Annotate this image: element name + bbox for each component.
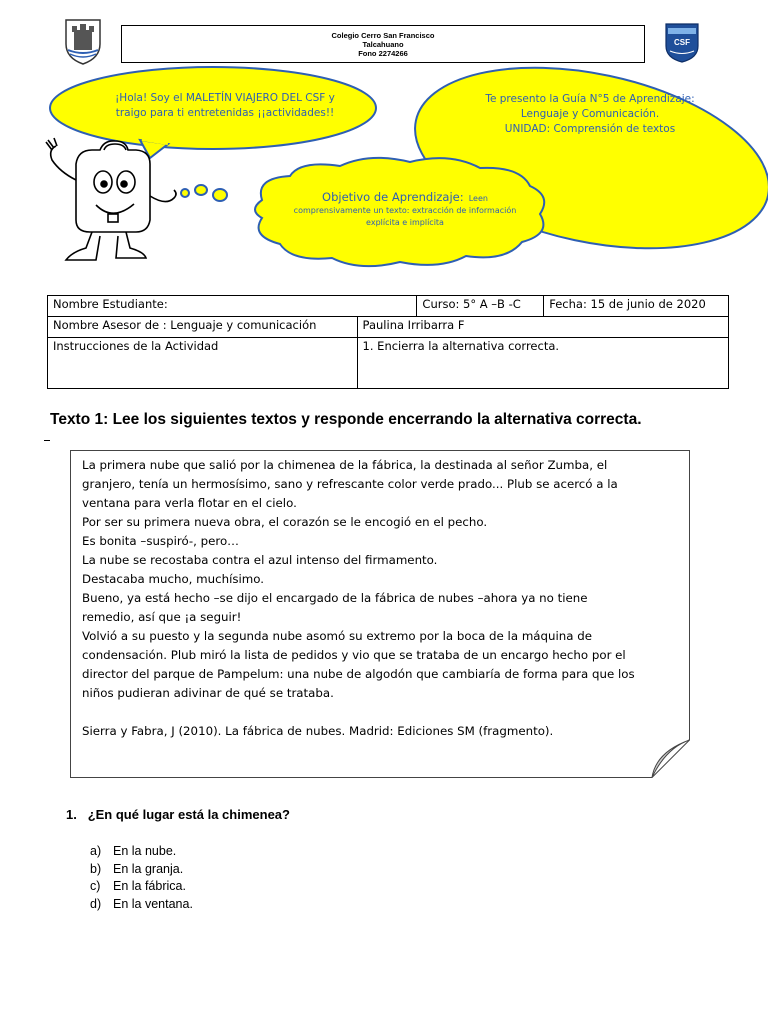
option-b[interactable] [90, 861, 193, 879]
csf-logo-text: CSF [674, 38, 690, 47]
course-cell: Curso: 5° A –B -C [417, 296, 544, 317]
greeting-line-2: traigo para ti entretenidas ¡¡actividades!! [115, 107, 335, 119]
school-name: Colegio Cerro San Francisco [331, 31, 435, 40]
guide-line-1: Te presento la Guía N°5 de Aprendizaje: [485, 93, 695, 105]
guide-line-2: Lenguaje y Comunicación. [520, 108, 660, 120]
divider [44, 440, 50, 441]
advisor-label-cell: Nombre Asesor de : Lenguaje y comunicación [48, 317, 358, 338]
school-phone: Fono 2274266 [358, 49, 408, 58]
option-d[interactable] [90, 896, 193, 914]
instructions-text-cell: 1. Encierra la alternativa correcta. [357, 338, 728, 389]
reading-line: La nube se recostaba contra el azul intenso del firmamento. [82, 553, 438, 567]
reading-line: Es bonita –suspiró-, pero… [82, 534, 239, 548]
reading-line: condensación. Plub miró la lista de pedidos y vio que se trataba de un encargo hecho por el [82, 648, 626, 662]
reading-text [82, 456, 682, 741]
greeting-line-1: ¡Hola! Soy el MALETÍN VIAJERO DEL CSF y [115, 92, 335, 104]
reading-line: niños pudieran adivinar de qué se trataba. [82, 686, 334, 700]
question-1 [66, 807, 290, 822]
reading-line: director del parque de Pampelum: una nube de algodón que cambiaría de forma para que los [82, 667, 635, 681]
guide-line-3: UNIDAD: Comprensión de textos [504, 123, 676, 135]
school-crest-logo [62, 14, 104, 66]
answer-options [90, 843, 193, 913]
option-a[interactable] [90, 843, 193, 861]
date-cell: Fecha: 15 de junio de 2020 [544, 296, 729, 317]
reading-line: Bueno, ya está hecho –se dijo el encargado de la fábrica de nubes –ahora ya no tiene [82, 591, 588, 605]
question-text: ¿En qué lugar está la chimenea? [87, 807, 290, 822]
reading-line: ventana para verla flotar en el cielo. [82, 496, 297, 510]
reading-line: Destacaba mucho, muchísimo. [82, 572, 265, 586]
greeting-text [100, 91, 350, 121]
csf-shield-logo [664, 20, 700, 64]
school-city: Talcahuano [362, 40, 404, 49]
option-text: En la nube. [113, 844, 177, 858]
objective-text [280, 190, 530, 229]
reading-line: La primera nube que salió por la chimenea de la fábrica, la destinada al señor Zumba, el [82, 458, 608, 472]
advisor-name-cell: Paulina Irribarra F [357, 317, 728, 338]
option-letter: d) [90, 896, 102, 911]
option-c[interactable] [90, 878, 193, 896]
option-letter: b) [90, 861, 102, 876]
reading-line: Volvió a su puesto y la segunda nube asomó su extremo por la boca de la máquina de [82, 629, 592, 643]
option-text: En la ventana. [113, 896, 193, 911]
briefcase-mascot-icon [46, 138, 176, 260]
student-name-cell[interactable]: Nombre Estudiante: [48, 296, 417, 317]
objective-line-2: comprensivamente un texto: extracción de información [293, 206, 517, 215]
school-header [121, 25, 645, 63]
objective-line-3: explícita e implícita [366, 218, 444, 227]
reading-line: Por ser su primera nueva obra, el corazón se le encogió en el pecho. [82, 515, 488, 529]
student-info-table [47, 295, 729, 389]
reading-line: remedio, así que ¡a seguir! [82, 610, 242, 624]
guide-text [460, 92, 720, 137]
reading-citation: Sierra y Fabra, J (2010). La fábrica de nubes. Madrid: Ediciones SM (fragmento). [82, 724, 554, 738]
section-title: Texto 1: Lee los siguientes textos y responde encerrando la alternativa correcta. [50, 411, 642, 428]
option-letter: c) [90, 879, 101, 893]
objective-title: Objetivo de Aprendizaje: [322, 190, 464, 204]
option-text: En la fábrica. [113, 879, 186, 893]
option-letter: a) [90, 844, 102, 858]
question-number: 1. [66, 807, 77, 822]
reading-line: granjero, tenía un hermosísimo, sano y refrescante color verde prado... Plub se acercó a la [82, 477, 618, 491]
instructions-label-cell: Instrucciones de la Actividad [48, 338, 358, 389]
objective-lead: Leen [468, 194, 488, 203]
option-text: En la granja. [113, 861, 184, 876]
